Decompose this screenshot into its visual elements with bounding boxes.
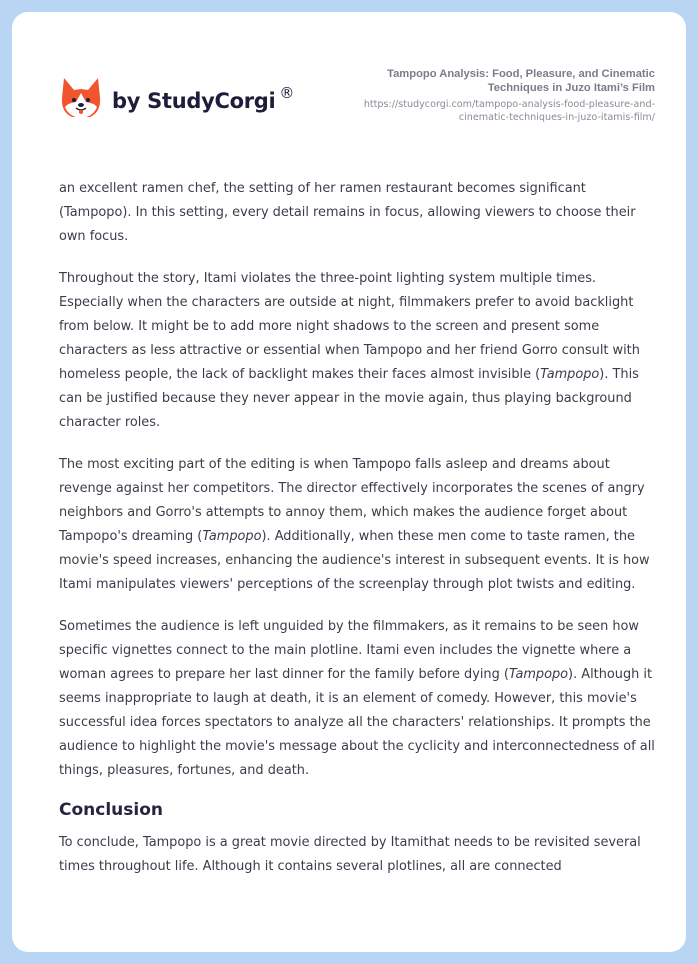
paragraph-1 <box>59 177 659 249</box>
paragraph-text: ). Although it seems inappropriate to laugh at death, it is an element of comedy. However, this movie's successful idea forces spectators to analyze all the characters' relationships. It prompts the audience to highlight the movie's message about the cyclicity and interconnectedness of all things, pleasures, fortunes, and death. <box>59 667 655 778</box>
paragraph-2 <box>59 267 659 435</box>
citation-italic: Tampopo <box>508 667 569 682</box>
article-url-line-2: cinematic-techniques-in-juzo-itamis-film/ <box>458 112 655 123</box>
paragraph-text: Sometimes the audience is left unguided by the filmmakers, as it remains to be seen how specific vignettes connect to the main plotline. Itami even includes the vignette where a woman agrees to prepare her last dinner for the family before dying ( <box>59 619 639 682</box>
conclusion-paragraph: To conclude, Tampopo is a great movie directed by Itamithat needs to be revisited several times throughout life. Although it contains several plotlines, all are connected <box>59 835 641 874</box>
conclusion-heading: Conclusion <box>59 800 163 820</box>
article-title-line-1: Tampopo Analysis: Food, Pleasure, and Cinematic <box>387 68 655 80</box>
corgi-icon <box>60 76 102 120</box>
article-title-line-2: Techniques in Juzo Itami’s Film <box>487 82 655 94</box>
paragraph-text: ). Additionally, when these men come to taste ramen, the movie's speed increases, enhancing the audience's interest in subsequent events. It is how Itami manipulates viewers' perceptions of the screenplay through plot twists and editing. <box>59 529 650 592</box>
citation-italic: Tampopo <box>202 529 262 544</box>
citation-italic: Tampopo <box>540 367 600 382</box>
article-url[interactable] <box>295 98 655 124</box>
article-body <box>59 177 659 897</box>
page-header <box>12 12 686 162</box>
article-meta <box>295 67 655 124</box>
paragraph-text: ). This can be justified because they never appear in the movie again, thus playing background character roles. <box>59 367 639 430</box>
brand-text: by StudyCorgi <box>112 89 276 113</box>
paragraph-text: The most exciting part of the editing is when Tampopo falls asleep and dreams about revenge against her competitors. The director effectively incorporates the scenes of angry neighbors and Gorro's attempts to annoy them, which makes the audience forget about Tampopo's dreaming ( <box>59 457 645 544</box>
brand-name <box>112 84 295 113</box>
document-card <box>12 12 686 952</box>
paragraph-3 <box>59 453 659 597</box>
studycorgi-logo[interactable] <box>60 76 294 120</box>
article-url-line-1: https://studycorgi.com/tampopo-analysis-food-pleasure-and- <box>363 99 655 110</box>
article-title <box>295 67 655 95</box>
paragraph-text: an excellent ramen chef, the setting of her ramen restaurant becomes significant (Tampopo). In this setting, every detail remains in focus, allowing viewers to choose their own focus. <box>59 181 636 244</box>
paragraph-text: Throughout the story, Itami violates the three-point lighting system multiple times. Especially when the characters are outside at night, filmmakers prefer to avoid backlight from below. It might be to add more night shadows to the screen and present some characters as less attractive or essential when Tampopo and her friend Gorro consult with homeless people, the lack of backlight makes their faces almost invisible ( <box>59 271 640 382</box>
paragraph-4 <box>59 615 659 783</box>
registered-mark: ® <box>279 84 295 102</box>
